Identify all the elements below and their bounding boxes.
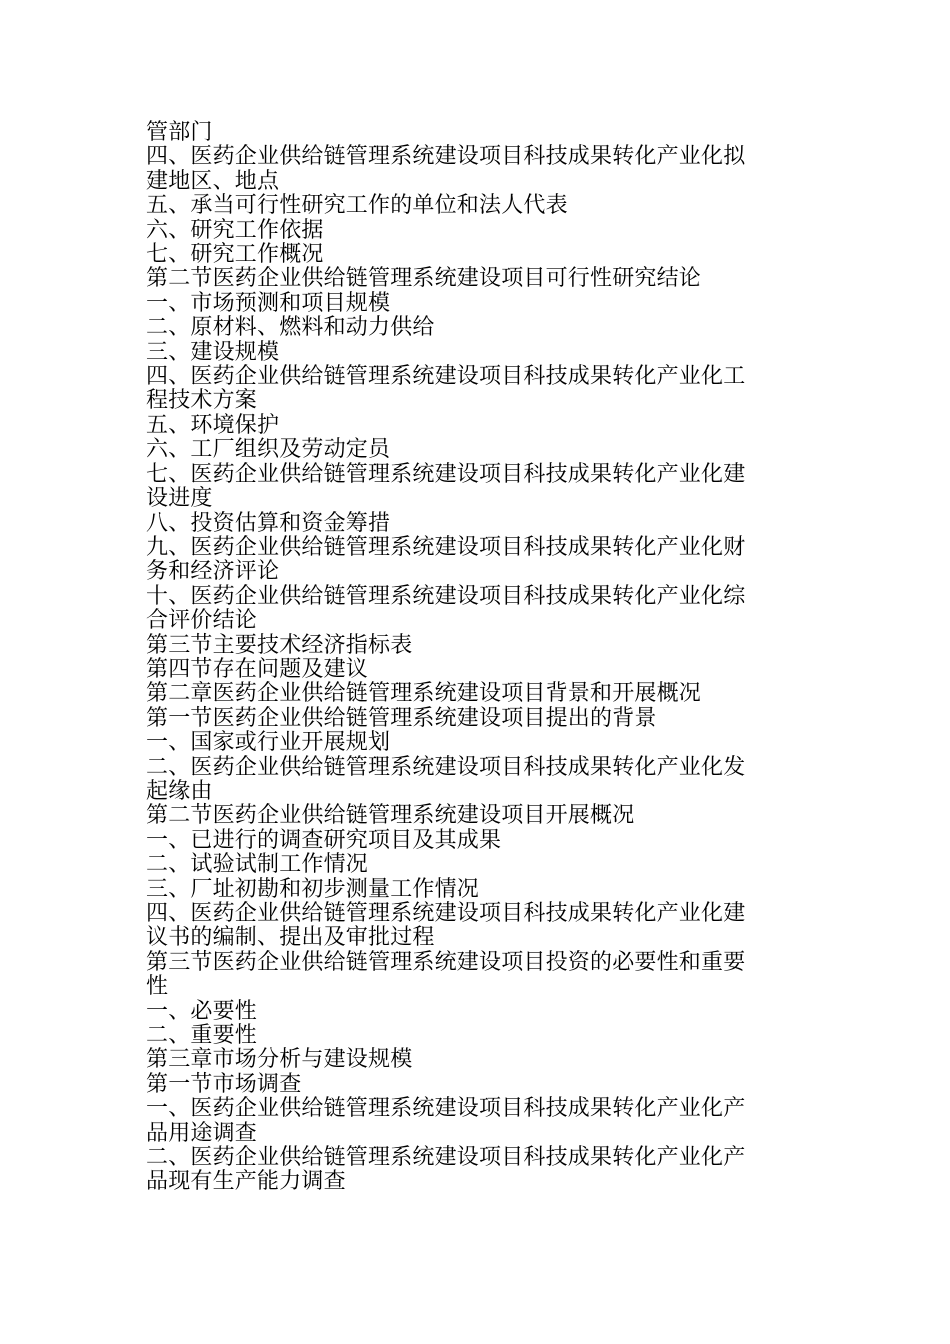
text-line: 三、厂址初勘和初步测量工作情况 — [146, 876, 480, 902]
chapter-heading: 第二章医药企业供给链管理系统建设项目背景和开展概况 — [146, 681, 702, 707]
text-line: 一、必要性 — [146, 998, 258, 1024]
text-line: 六、工厂组织及劳动定员 — [146, 437, 391, 463]
section-heading: 第三节主要技术经济指标表 — [146, 632, 413, 658]
text-line: 设进度 — [146, 486, 213, 512]
text-line: 十、医药企业供给链管理系统建设项目科技成果转化产业化综 — [146, 583, 746, 609]
section-heading: 第一节市场调查 — [146, 1071, 302, 1097]
text-line: 四、医药企业供给链管理系统建设项目科技成果转化产业化拟 — [146, 144, 746, 170]
text-line: 二、医药企业供给链管理系统建设项目科技成果转化产业化发 — [146, 754, 746, 780]
text-line: 五、环境保护 — [146, 412, 280, 438]
document-body — [146, 121, 811, 1195]
text-line: 二、重要性 — [146, 1023, 258, 1049]
text-line: 管部门 — [146, 120, 213, 145]
section-heading: 第三节医药企业供给链管理系统建设项目投资的必要性和重要 — [146, 949, 746, 975]
text-line: 七、医药企业供给链管理系统建设项目科技成果转化产业化建 — [146, 461, 746, 487]
text-line: 七、研究工作概况 — [146, 242, 324, 268]
text-line: 建地区、地点 — [146, 168, 280, 194]
text-line: 九、医药企业供给链管理系统建设项目科技成果转化产业化财 — [146, 534, 746, 560]
text-line: 二、试验试制工作情况 — [146, 852, 369, 878]
text-line: 五、承当可行性研究工作的单位和法人代表 — [146, 193, 568, 219]
text-line: 性 — [146, 974, 169, 1000]
text-line: 起缘由 — [146, 778, 213, 804]
text-line: 合评价结论 — [146, 608, 258, 634]
text-line: 品现有生产能力调查 — [146, 1169, 346, 1195]
text-line: 一、市场预测和项目规模 — [146, 290, 391, 316]
text-line: 八、投资估算和资金筹措 — [146, 510, 391, 536]
text-line: 品用途调查 — [146, 1120, 258, 1146]
text-line: 务和经济评论 — [146, 559, 280, 585]
text-line: 程技术方案 — [146, 388, 258, 414]
chapter-heading: 第三章市场分析与建设规模 — [146, 1047, 413, 1073]
text-line: 四、医药企业供给链管理系统建设项目科技成果转化产业化工 — [146, 364, 746, 390]
text-line: 二、医药企业供给链管理系统建设项目科技成果转化产业化产 — [146, 1145, 746, 1171]
section-heading: 第二节医药企业供给链管理系统建设项目可行性研究结论 — [146, 266, 702, 292]
section-heading: 第二节医药企业供给链管理系统建设项目开展概况 — [146, 803, 635, 829]
text-line: 一、医药企业供给链管理系统建设项目科技成果转化产业化产 — [146, 1096, 746, 1122]
text-line: 三、建设规模 — [146, 339, 280, 365]
section-heading: 第一节医药企业供给链管理系统建设项目提出的背景 — [146, 705, 657, 731]
text-line: 六、研究工作依据 — [146, 217, 324, 243]
text-line: 四、医药企业供给链管理系统建设项目科技成果转化产业化建 — [146, 901, 746, 926]
text-line: 一、国家或行业开展规划 — [146, 730, 391, 756]
text-line: 二、原材料、燃料和动力供给 — [146, 315, 435, 341]
section-heading: 第四节存在问题及建议 — [146, 656, 369, 682]
text-line: 一、已进行的调查研究项目及其成果 — [146, 827, 502, 853]
text-line: 议书的编制、提出及审批过程 — [146, 925, 435, 951]
